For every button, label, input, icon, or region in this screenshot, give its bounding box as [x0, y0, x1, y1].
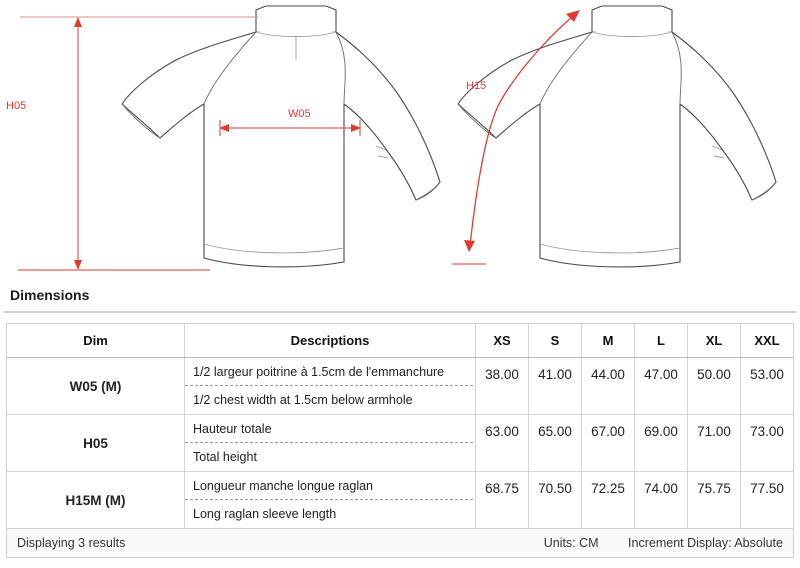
- front-view-garment: [122, 6, 440, 267]
- row-value-l: [635, 472, 688, 529]
- footer-meta: [518, 536, 783, 550]
- row-value-xl: [688, 472, 741, 529]
- row-value-xxl-text: 73.00: [750, 423, 784, 439]
- row-value-xs: [476, 472, 529, 529]
- row-value-xxl: [741, 472, 794, 529]
- row-value-s: [529, 415, 582, 472]
- col-xxl[interactable]: XXL: [741, 324, 794, 358]
- units-label: Units: CM: [543, 536, 599, 550]
- row-value-xl-text: 50.00: [697, 366, 731, 382]
- row-value-m-text: 44.00: [591, 366, 625, 382]
- row-description-en: 1/2 chest width at 1.5cm below armhole: [193, 393, 413, 407]
- increment-display-label: Increment Display: Absolute: [628, 536, 783, 550]
- row-dim-code: H15M (M): [7, 472, 185, 529]
- row-value-l-text: 47.00: [644, 366, 678, 382]
- col-l[interactable]: L: [635, 324, 688, 358]
- row-value-xxl: [741, 415, 794, 472]
- row-value-l-text: 74.00: [644, 480, 678, 496]
- dimensions-table: [7, 324, 793, 528]
- table-header-row: [7, 324, 793, 358]
- row-dim-code: H05: [7, 415, 185, 472]
- row-value-xl-text: 75.75: [697, 480, 731, 496]
- row-value-xl-text: 71.00: [697, 423, 731, 439]
- row-value-s: [529, 472, 582, 529]
- row-value-m: [582, 415, 635, 472]
- row-value-xs: [476, 358, 529, 415]
- row-value-xxl: [741, 358, 794, 415]
- table-row[interactable]: [7, 415, 793, 472]
- dimensions-table-wrapper: [6, 323, 794, 529]
- row-value-xs: [476, 415, 529, 472]
- row-value-m: [582, 358, 635, 415]
- row-value-l-text: 69.00: [644, 423, 678, 439]
- row-value-s-text: 65.00: [538, 423, 572, 439]
- row-value-xxl-text: 53.00: [750, 366, 784, 382]
- col-dim[interactable]: Dim: [7, 324, 185, 358]
- col-xl[interactable]: XL: [688, 324, 741, 358]
- row-value-xxl-text: 77.50: [750, 480, 784, 496]
- row-description-fr: Longueur manche longue raglan: [185, 472, 473, 500]
- results-count: Displaying 3 results: [17, 536, 126, 550]
- h05-label: H05: [6, 100, 27, 112]
- row-value-xs-text: 68.75: [485, 480, 519, 496]
- row-description: [185, 472, 476, 529]
- row-value-s-text: 41.00: [538, 366, 572, 382]
- row-value-s: [529, 358, 582, 415]
- table-footer: [6, 529, 794, 558]
- row-value-xs-text: 63.00: [485, 423, 519, 439]
- row-value-xl: [688, 358, 741, 415]
- col-descriptions[interactable]: Descriptions: [185, 324, 476, 358]
- row-description-fr: 1/2 largeur poitrine à 1.5cm de l'emmanchure: [185, 358, 473, 386]
- row-value-xl: [688, 415, 741, 472]
- row-description-en: Long raglan sleeve length: [193, 507, 337, 521]
- page-title: Dimensions: [4, 285, 796, 313]
- table-row[interactable]: [7, 358, 793, 415]
- col-s[interactable]: S: [529, 324, 582, 358]
- row-description-fr: Hauteur totale: [185, 415, 473, 443]
- col-m[interactable]: M: [582, 324, 635, 358]
- back-view-garment: [458, 6, 776, 267]
- row-value-l: [635, 358, 688, 415]
- row-description: [185, 415, 476, 472]
- row-description: [185, 358, 476, 415]
- row-value-m: [582, 472, 635, 529]
- w05-label: W05: [288, 108, 311, 120]
- row-value-xs-text: 38.00: [485, 366, 519, 382]
- row-dim-code: W05 (M): [7, 358, 185, 415]
- row-value-m-text: 72.25: [591, 480, 625, 496]
- row-value-l: [635, 415, 688, 472]
- table-row[interactable]: [7, 472, 793, 529]
- h15-label: H15: [466, 80, 487, 92]
- row-value-m-text: 67.00: [591, 423, 625, 439]
- row-description-en: Total height: [193, 450, 257, 464]
- row-value-s-text: 70.50: [538, 480, 572, 496]
- col-xs[interactable]: XS: [476, 324, 529, 358]
